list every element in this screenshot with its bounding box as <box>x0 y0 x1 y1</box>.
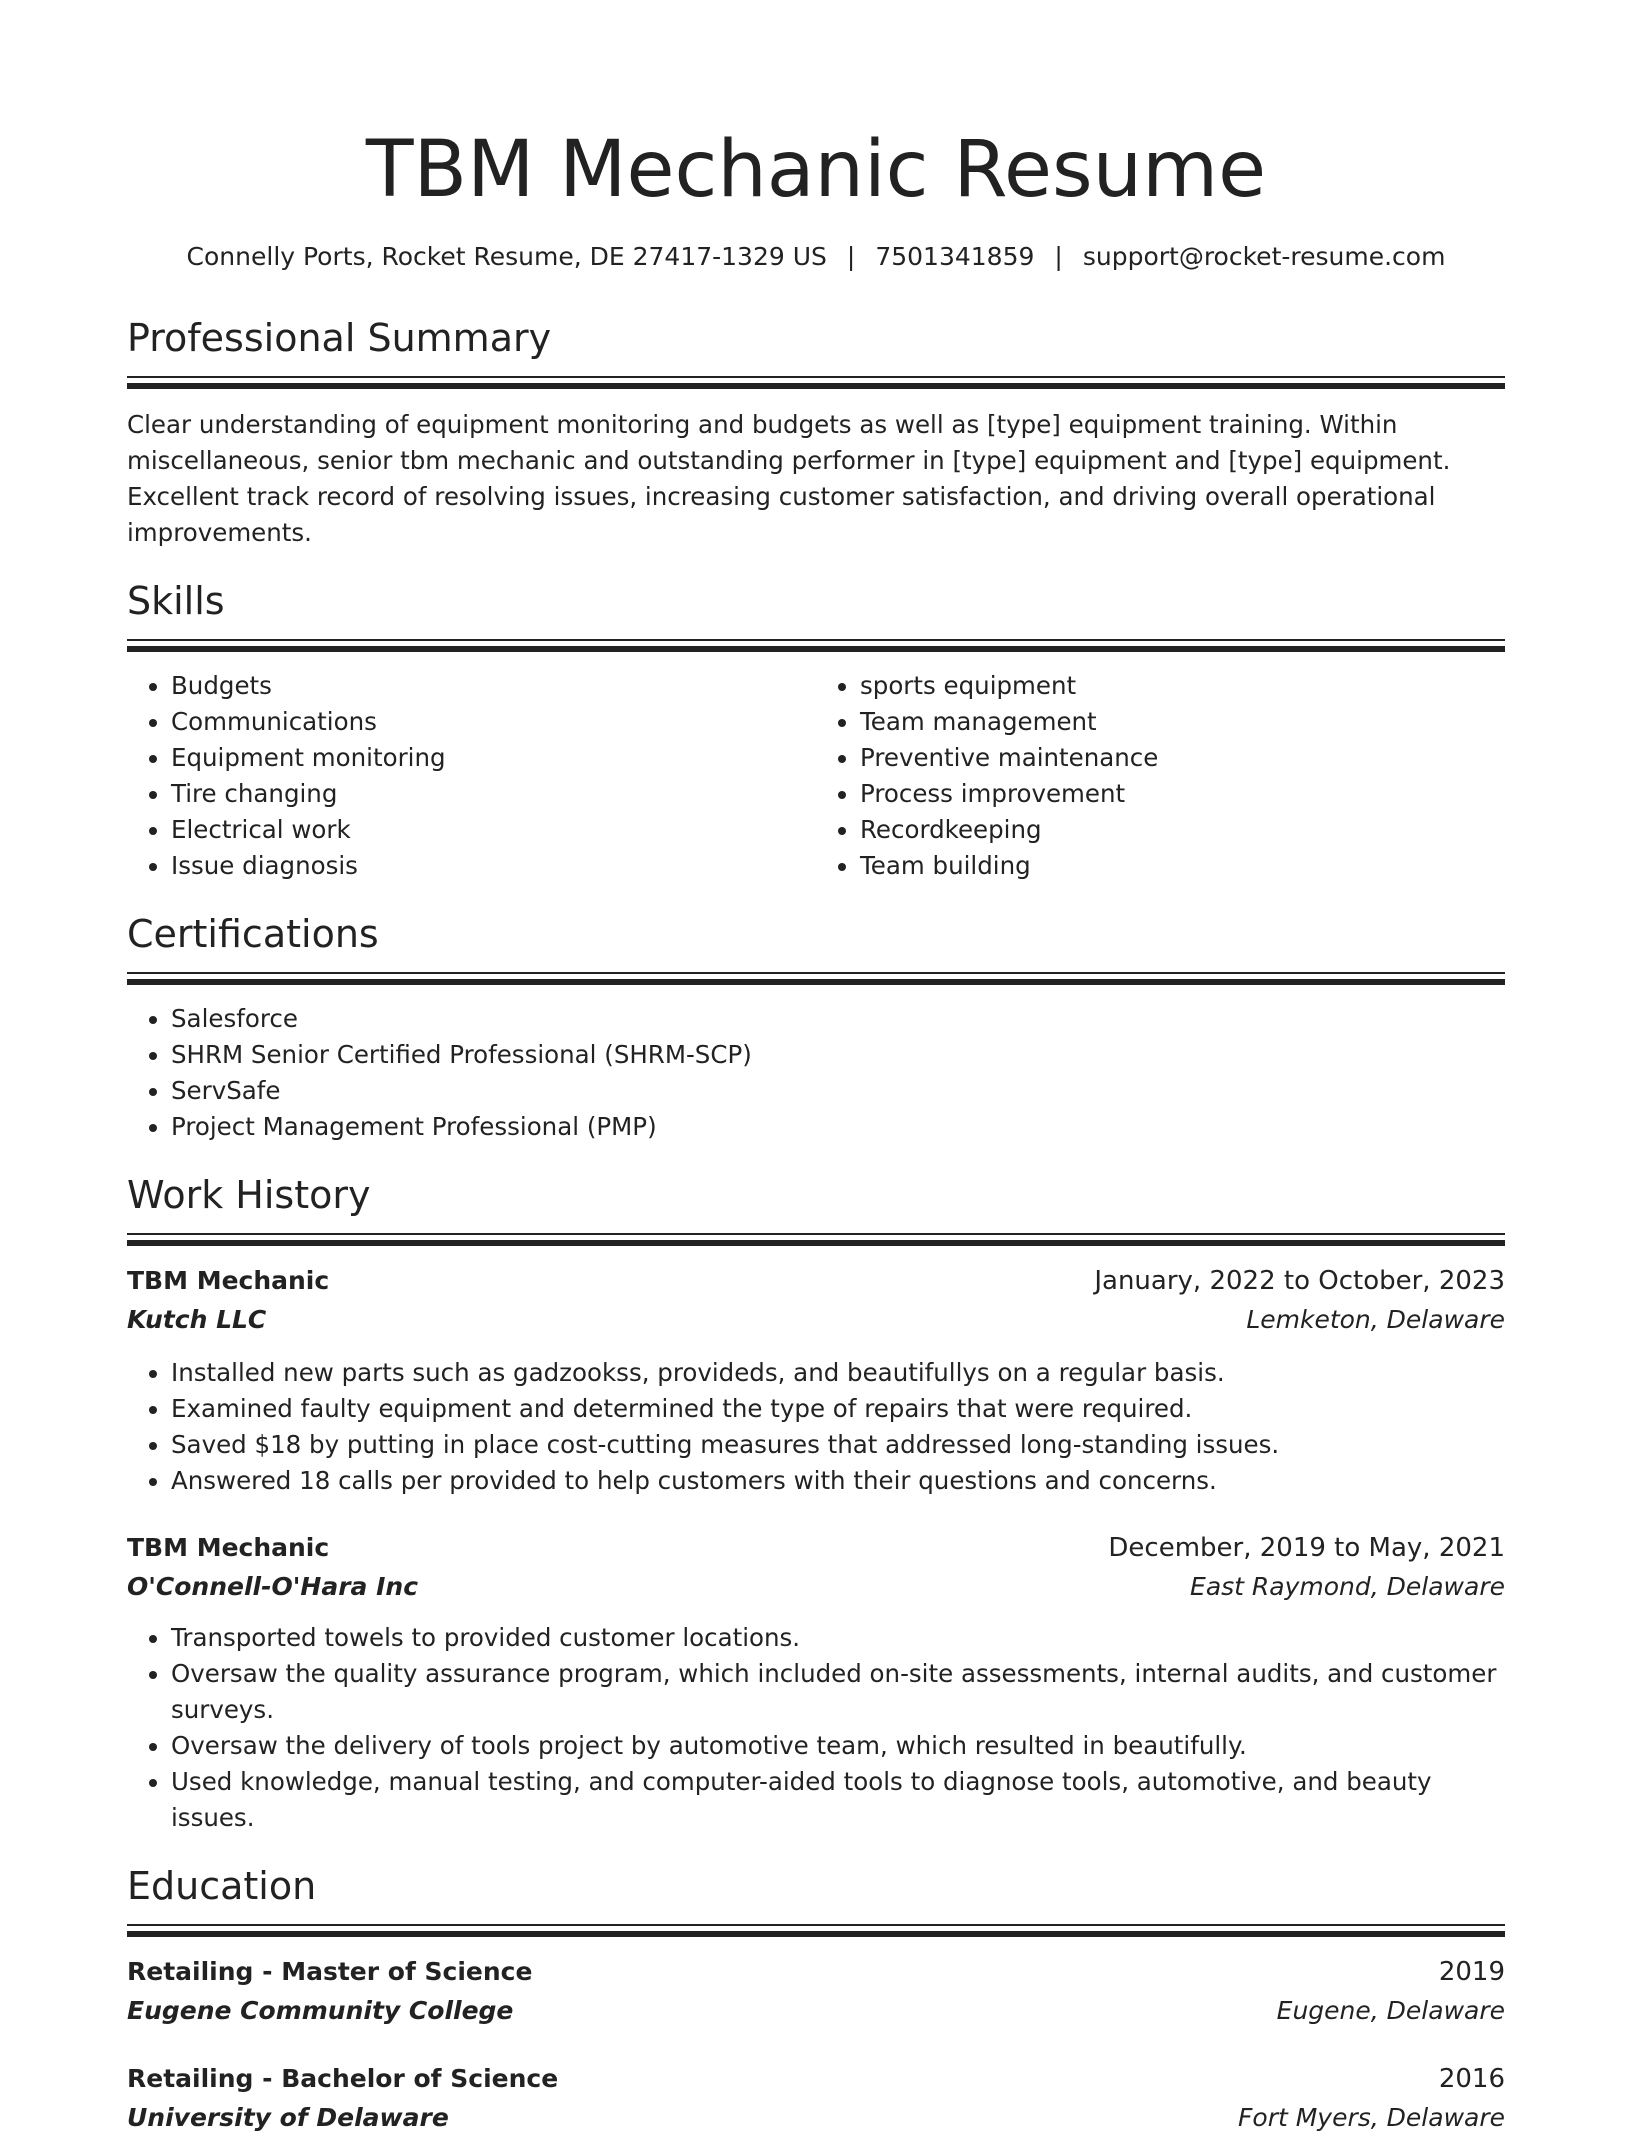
summary-heading: Professional Summary <box>127 316 552 360</box>
skills-list-left <box>127 668 816 884</box>
skills-grid <box>127 668 1505 884</box>
education-section <box>127 1862 1505 2137</box>
job-company: O'Connell-O'Hara Inc <box>127 1572 419 1601</box>
job-title: TBM Mechanic <box>127 1266 330 1295</box>
list-item: • Preventive maintenance <box>860 740 1505 776</box>
education-entry <box>127 2060 1505 2137</box>
certifications-section <box>127 910 1505 1145</box>
job-subheader <box>127 1568 1505 1606</box>
education-subheader <box>127 1992 1505 2030</box>
job-subheader <box>127 1301 1505 1339</box>
contact-separator: | <box>846 242 856 271</box>
contact-line <box>127 240 1505 274</box>
job-title: TBM Mechanic <box>127 1533 330 1562</box>
education-year: 2016 <box>1438 2064 1505 2094</box>
list-item: • Recordkeeping <box>860 812 1505 848</box>
list-item: • Answered 18 calls per provided to help customers with their questions and concerns. <box>171 1463 1505 1499</box>
list-item: • Examined faulty equipment and determined the type of repairs that were required. <box>171 1391 1505 1427</box>
list-item: • Communications <box>171 704 816 740</box>
section-divider <box>127 376 1505 389</box>
list-item: • Installed new parts such as gadzookss, provideds, and beautifullys on a regular basis. <box>171 1355 1505 1391</box>
job-location: East Raymond, Delaware <box>1190 1572 1505 1601</box>
education-school: Eugene Community College <box>127 1996 514 2025</box>
list-item: • ServSafe <box>171 1073 1505 1109</box>
section-divider <box>127 1233 1505 1246</box>
section-divider <box>127 639 1505 652</box>
list-item: • Salesforce <box>171 1001 1505 1037</box>
job-entry <box>127 1529 1505 1836</box>
list-item: • Project Management Professional (PMP) <box>171 1109 1505 1145</box>
job-header <box>127 1262 1505 1300</box>
list-item: • Team management <box>860 704 1505 740</box>
contact-separator: | <box>1054 242 1063 271</box>
list-item: • Budgets <box>171 668 816 704</box>
skills-list-right <box>816 668 1505 884</box>
list-item: • Oversaw the quality assurance program, which included on-site assessments, internal audits, and customer surveys. <box>171 1656 1505 1728</box>
list-item: • SHRM Senior Certified Professional (SHRM-SCP) <box>171 1037 1505 1073</box>
section-divider <box>127 1924 1505 1937</box>
job-bullets <box>127 1355 1505 1499</box>
certifications-heading: Certifications <box>127 912 379 956</box>
education-school: University of Delaware <box>127 2103 449 2132</box>
contact-phone: 7501341859 <box>875 242 1035 271</box>
list-item: • Saved $18 by putting in place cost-cutting measures that addressed long-standing issues. <box>171 1427 1505 1463</box>
skills-column-right <box>816 668 1505 884</box>
list-item: • Used knowledge, manual testing, and computer-aided tools to diagnose tools, automotive, and beauty issues. <box>171 1764 1505 1836</box>
contact-address: Connelly Ports, Rocket Resume, DE 27417-1329 US <box>186 242 827 271</box>
certifications-list <box>127 1001 1505 1145</box>
education-degree: Retailing - Bachelor of Science <box>127 2064 559 2093</box>
list-item: • sports equipment <box>860 668 1505 704</box>
education-degree: Retailing - Master of Science <box>127 1957 533 1986</box>
work-history-section <box>127 1171 1505 1836</box>
contact-email: support@rocket-resume.com <box>1082 242 1446 271</box>
list-item: • Oversaw the delivery of tools project by automotive team, which resulted in beautifully. <box>171 1728 1505 1764</box>
job-bullets <box>127 1620 1505 1836</box>
summary-section <box>127 314 1505 551</box>
list-item: • Equipment monitoring <box>171 740 816 776</box>
education-entry <box>127 1953 1505 2030</box>
section-divider <box>127 972 1505 985</box>
list-item: • Tire changing <box>171 776 816 812</box>
job-location: Lemketon, Delaware <box>1246 1305 1505 1334</box>
job-dates: January, 2022 to October, 2023 <box>1094 1266 1505 1296</box>
work-history-heading: Work History <box>127 1173 371 1217</box>
skills-section <box>127 577 1505 884</box>
list-item: • Process improvement <box>860 776 1505 812</box>
summary-text: Clear understanding of equipment monitoring and budgets as well as [type] equipment training. Within miscellaneous, senior tbm mechanic and outstanding performer in [type] equipment and [type] equipment. Excellent track record of resolving issues, increasing customer satisfaction, and driving overall operational improvements. <box>127 410 1451 547</box>
list-item: • Issue diagnosis <box>171 848 816 884</box>
skills-column-left <box>127 668 816 884</box>
education-location: Eugene, Delaware <box>1276 1996 1505 2025</box>
skills-heading: Skills <box>127 579 225 623</box>
job-dates: December, 2019 to May, 2021 <box>1108 1533 1505 1563</box>
education-header <box>127 1953 1505 1991</box>
job-company: Kutch LLC <box>127 1305 267 1334</box>
education-year: 2019 <box>1438 1957 1505 1987</box>
education-subheader <box>127 2099 1505 2137</box>
job-header <box>127 1529 1505 1567</box>
education-header <box>127 2060 1505 2098</box>
education-heading: Education <box>127 1864 317 1908</box>
resume-title: TBM Mechanic Resume <box>365 125 1267 215</box>
list-item: • Transported towels to provided customer locations. <box>171 1620 1505 1656</box>
job-entry <box>127 1262 1505 1499</box>
education-location: Fort Myers, Delaware <box>1238 2103 1505 2132</box>
list-item: • Team building <box>860 848 1505 884</box>
list-item: • Electrical work <box>171 812 816 848</box>
